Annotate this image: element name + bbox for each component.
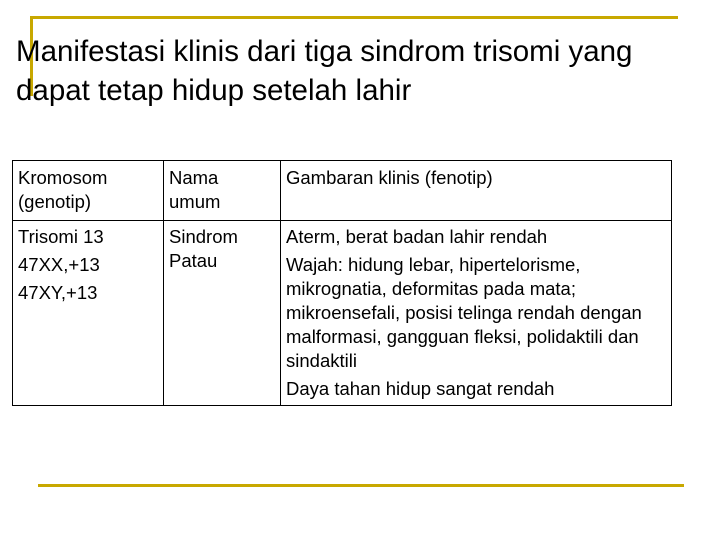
feature-item: Aterm, berat badan lahir rendah — [286, 226, 548, 247]
karyotype-label: Trisomi 13 — [18, 226, 104, 247]
header-phenotype: Gambaran klinis (fenotip) — [281, 161, 672, 221]
table-header-row — [13, 161, 672, 221]
decorative-bottom-rule — [38, 484, 684, 487]
phenotype-cell — [281, 221, 672, 406]
decorative-top-rule — [30, 16, 678, 19]
table-row — [13, 221, 672, 406]
clinical-table — [12, 160, 672, 406]
feature-item: Daya tahan hidup sangat rendah — [286, 378, 555, 399]
karyotype-label: 47XX,+13 — [18, 254, 100, 275]
common-name-cell: Sindrom Patau — [164, 221, 281, 406]
karyotype-label: 47XY,+13 — [18, 282, 98, 303]
genotype-cell — [13, 221, 164, 406]
header-genotype: Kromosom (genotip) — [13, 161, 164, 221]
feature-item: Wajah: hidung lebar, hipertelorisme, mikrognatia, deformitas pada mata; mikroensefali, posisi telinga rendah dengan malformasi, gangguan fleksi, polidaktili dan sindaktili — [286, 254, 642, 371]
slide-title: Manifestasi klinis dari tiga sindrom trisomi yang dapat tetap hidup setelah lahir — [16, 35, 633, 107]
header-common-name: Nama umum — [164, 161, 281, 221]
